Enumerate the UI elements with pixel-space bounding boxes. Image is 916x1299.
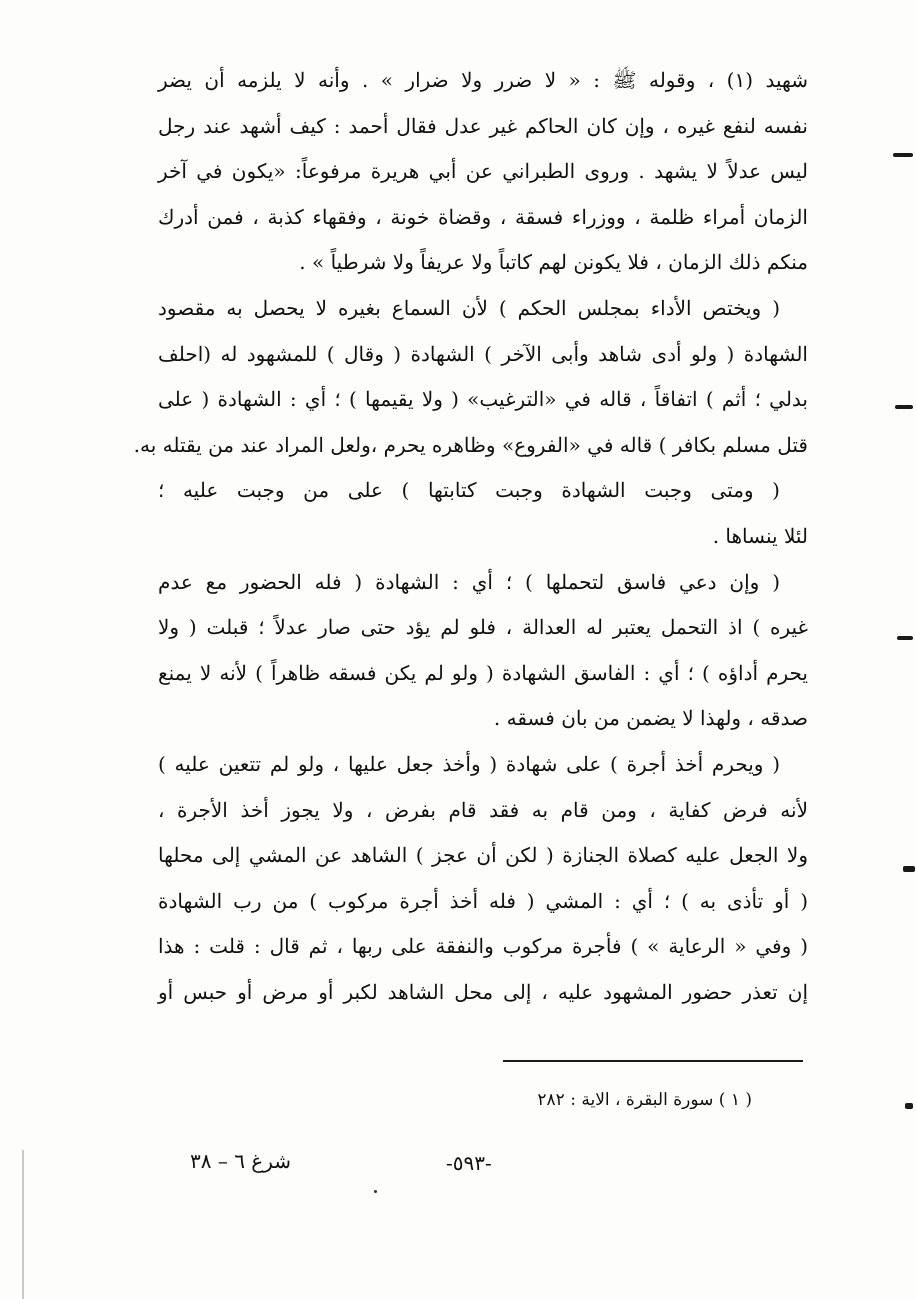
text-line: صدقه ، ولهذا لا يضمن من بان فسقه . bbox=[493, 706, 808, 731]
text-line: ( وإن دعي فاسق لتحملها ) ؛ أي : الشهادة ( فله الحضور مع عدم bbox=[158, 569, 780, 594]
margin-mark bbox=[905, 1103, 913, 1109]
text-line: الزمان أمراء ظلمة ، ووزراء فسقة ، وقضاة خونة ، وفقهاء كذبة ، فمن أدرك bbox=[158, 204, 808, 229]
scan-edge bbox=[22, 1150, 24, 1299]
text-line: ليس عدلاً لا يشهد . وروى الطبراني عن أبي هريرة مرفوعاً: «يكون في آخر bbox=[158, 159, 808, 184]
text-line: لأنه فرض كفاية ، ومن قام به فقد قام بفرض ، ولا يجوز أخذ الأجرة ، bbox=[158, 797, 808, 822]
margin-mark bbox=[897, 636, 913, 640]
printer-signature: شرغ ٦ – ٣٨ bbox=[190, 1149, 292, 1173]
text-line: ( ويحرم أخذ أجرة ) على شهادة ( وأخذ جعل عليها ، ولو لم تتعين عليه ) bbox=[158, 751, 780, 776]
text-line: ( أو تأذى به ) ؛ أي : المشي ( فله أخذ أجرة مركوب ) من رب الشهادة bbox=[158, 888, 808, 913]
footnote-divider bbox=[503, 1060, 803, 1062]
text-line: يحرم أداؤه ) ؛ أي : الفاسق الشهادة ( ولو لم يكن فسقه ظاهراً ) لأنه لا يمنع bbox=[158, 660, 808, 685]
margin-mark bbox=[895, 405, 913, 409]
text-line: إن تعذر حضور المشهود عليه ، إلى محل الشاهد لكبر أو مرض أو حبس أو bbox=[158, 979, 808, 1004]
text-line: الشهادة ( ولو أدى شاهد وأبى الآخر ) الشهادة ( وقال ) للمشهود له (احلف bbox=[158, 341, 808, 366]
text-line: غيره ) اذ التحمل يعتبر له العدالة ، فلو لم يؤد حتى صار عدلاً ؛ قبلت ( ولا bbox=[158, 615, 808, 640]
text-line: ولا الجعل عليه كصلاة الجنازة ( لكن أن عجز ) الشاهد عن المشي إلى محلها bbox=[158, 843, 808, 868]
text-line: شهيد (١) ، وقوله ﷺ : « لا ضرر ولا ضرار » . وأنه لا يلزمه أن يضر bbox=[158, 68, 808, 92]
text-line: ( وفي « الرعاية » ) فأجرة مركوب والنفقة على ربها ، ثم قال : قلت : هذا bbox=[158, 934, 808, 959]
text-line: ( ومتى وجبت الشهادة وجبت كتابتها ) على من وجبت عليه ؛ bbox=[158, 478, 780, 503]
body-text bbox=[133, 58, 808, 1015]
text-line: لئلا ينساها . bbox=[712, 523, 808, 548]
text-line: قتل مسلم بكافر ) قاله في «الفروع» وظاهره يحرم ،ولعل المراد عند من يقتله به. bbox=[133, 432, 808, 457]
scan-dot bbox=[374, 1190, 377, 1193]
text-line: نفسه لنفع غيره ، وإن كان الحاكم غير عدل فقال أحمد : كيف أشهد عند رجل bbox=[158, 113, 808, 138]
page-number: -٥٩٣- bbox=[446, 1151, 492, 1175]
footnote: ( ١ ) سورة البقرة ، الاية : ٢٨٢ bbox=[537, 1090, 752, 1110]
margin-mark bbox=[893, 153, 913, 157]
text-line: منكم ذلك الزمان ، فلا يكونن لهم كاتباً ولا عريفاً ولا شرطياً » . bbox=[299, 250, 808, 275]
margin-mark bbox=[903, 866, 915, 872]
text-line: بدلي ؛ أثم ) اتفاقاً ، قاله في «الترغيب» ( ولا يقيمها ) ؛ أي : الشهادة ( على bbox=[158, 387, 808, 412]
text-line: ( ويختص الأداء بمجلس الحكم ) لأن السماع بغيره لا يحصل به مقصود bbox=[158, 295, 780, 320]
